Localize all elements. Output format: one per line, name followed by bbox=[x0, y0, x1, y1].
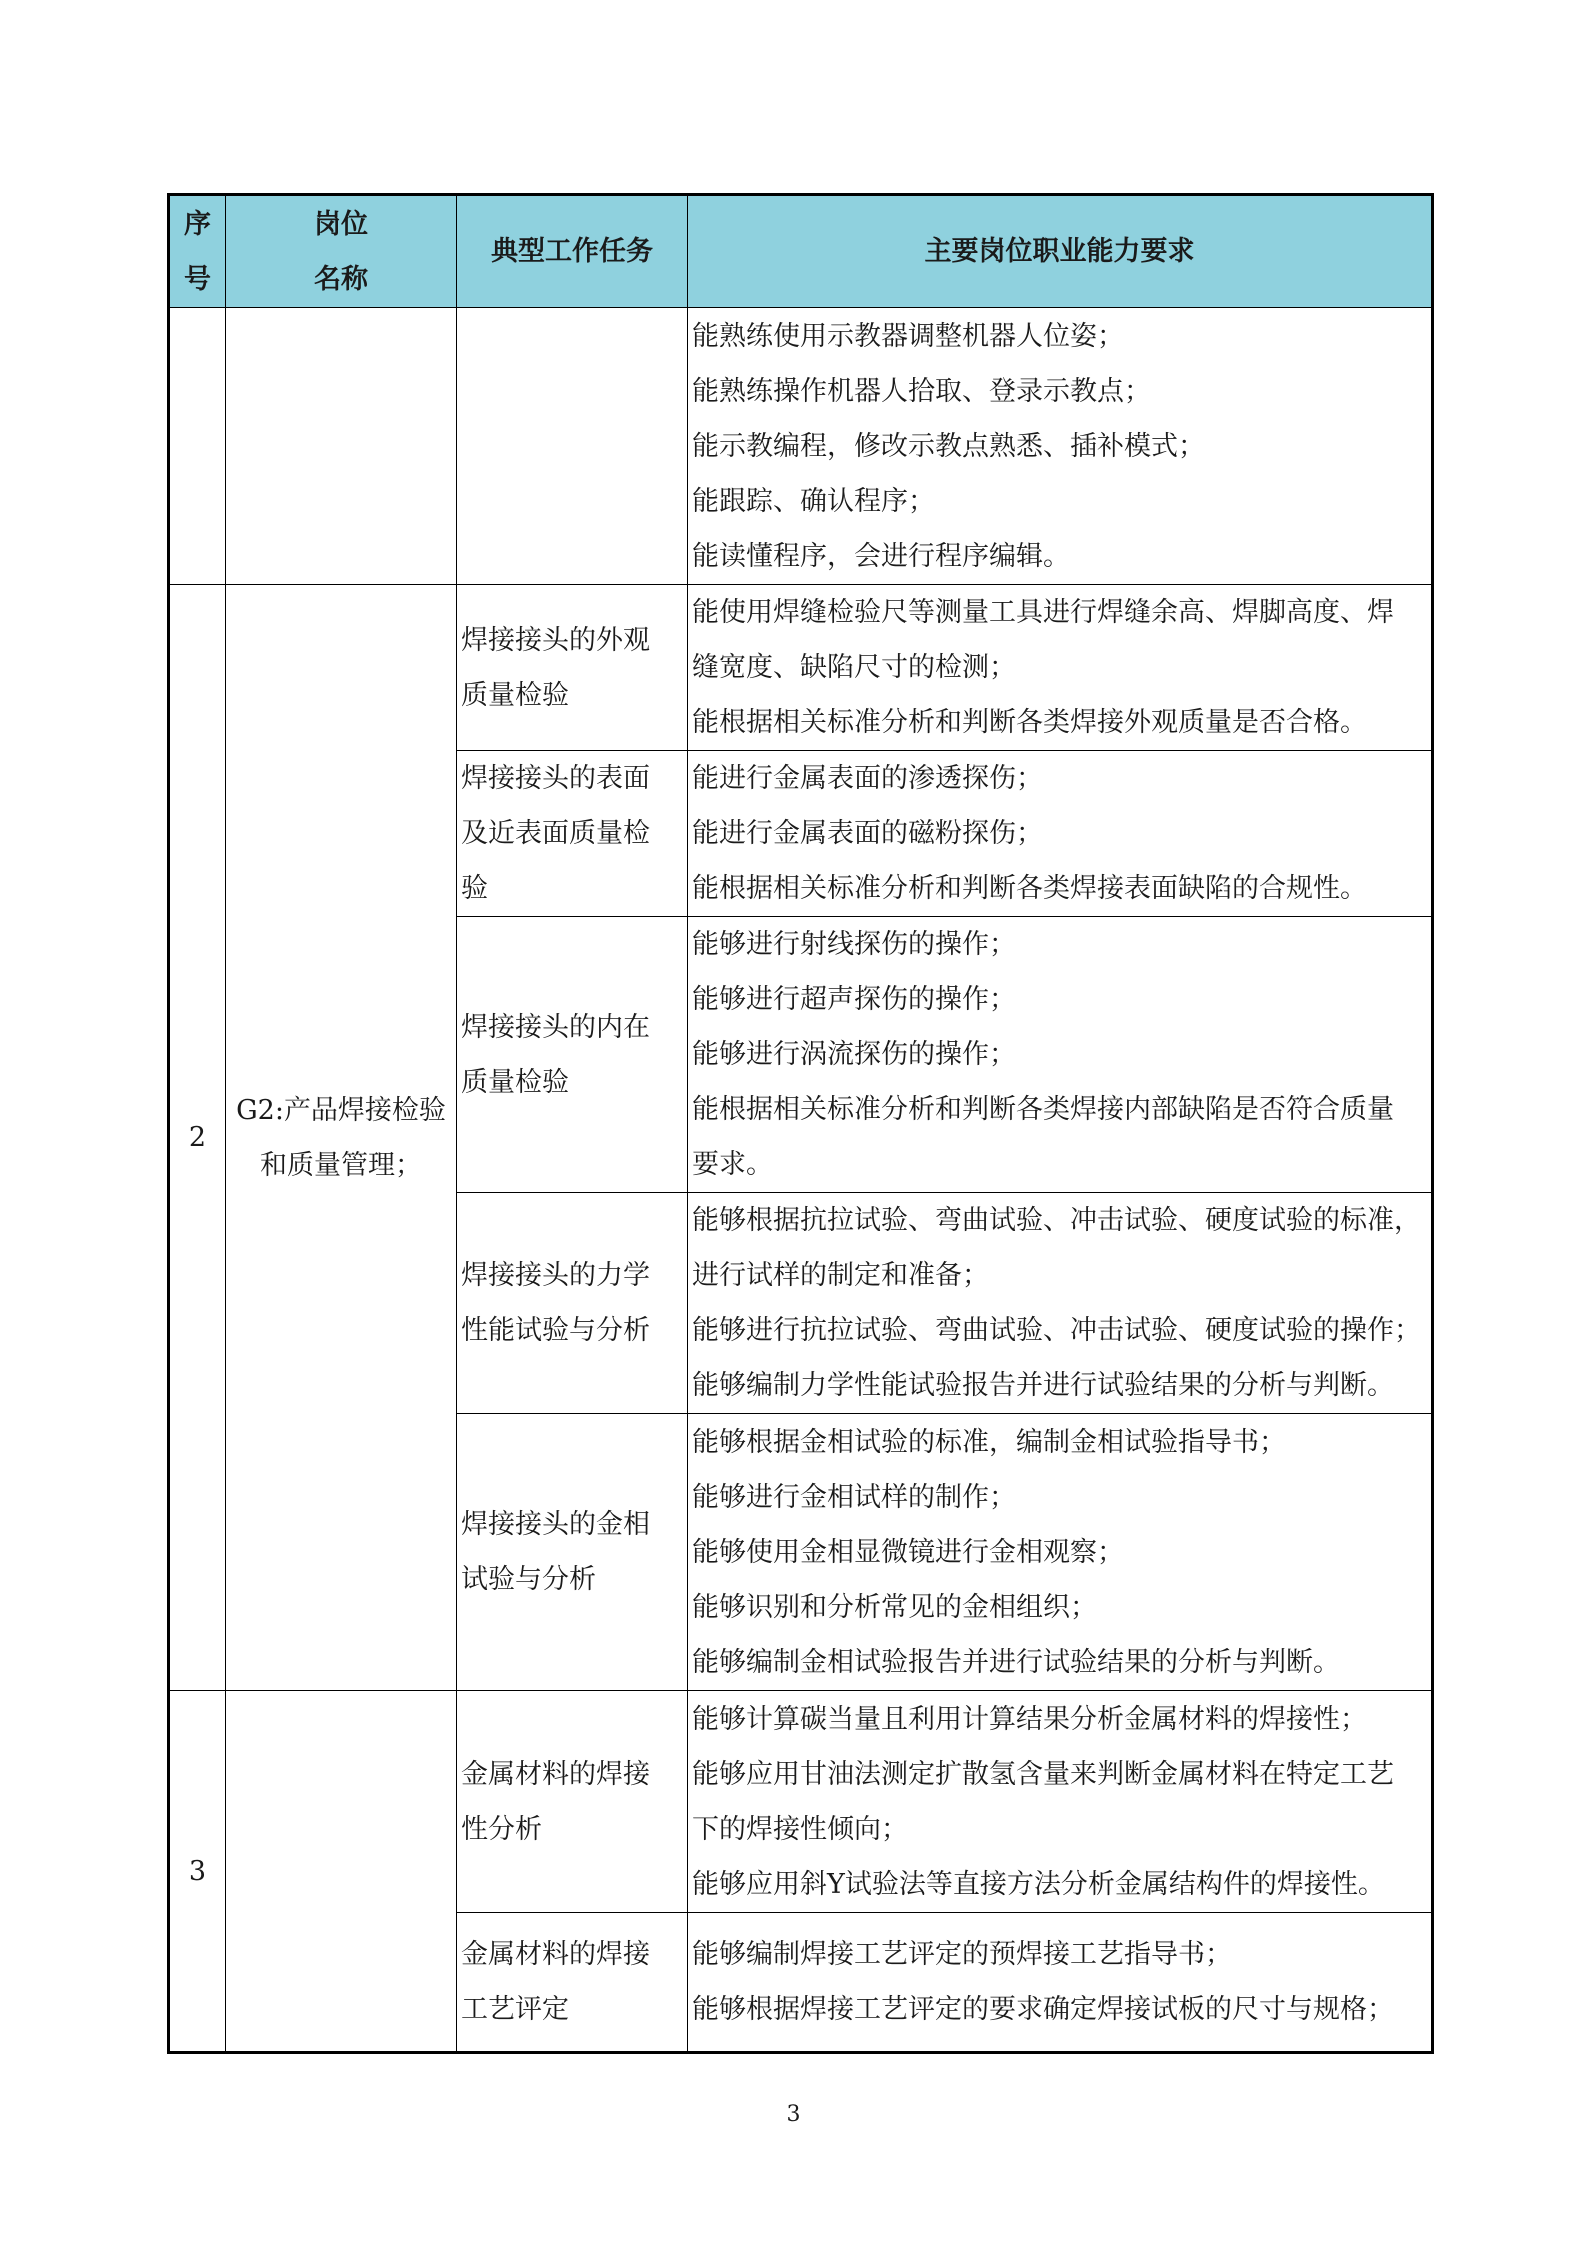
table-row bbox=[169, 308, 1433, 585]
task-cell: 焊接接头的金相 试验与分析 bbox=[457, 1414, 688, 1691]
post-cell: G2:产品焊接检验 和质量管理； bbox=[226, 585, 457, 1691]
task-cell bbox=[457, 308, 688, 585]
seq-cell bbox=[169, 308, 226, 585]
requirements-cell: 能进行金属表面的渗透探伤； 能进行金属表面的磁粉探伤； 能根据相关标准分析和判断各类焊接表面缺陷的合规性。 bbox=[688, 751, 1433, 917]
task-cell: 金属材料的焊接 工艺评定 bbox=[457, 1913, 688, 2053]
requirements-cell: 能够计算碳当量且利用计算结果分析金属材料的焊接性； 能够应用甘油法测定扩散氢含量来判断金属材料在特定工艺 下的焊接性倾向； 能够应用斜Y试验法等直接方法分析金属结构件的焊接性。 bbox=[688, 1691, 1433, 1913]
header-task: 典型工作任务 bbox=[457, 195, 688, 308]
requirements-cell: 能够根据金相试验的标准，编制金相试验指导书； 能够进行金相试样的制作； 能够使用金相显微镜进行金相观察； 能够识别和分析常见的金相组织； 能够编制金相试验报告并进行试验结果的分析与判断。 bbox=[688, 1414, 1433, 1691]
header-seq: 序 号 bbox=[169, 195, 226, 308]
seq-cell: 2 bbox=[169, 585, 226, 1691]
page-number: 3 bbox=[786, 2102, 801, 2127]
seq-cell: 3 bbox=[169, 1691, 226, 2053]
table-row bbox=[169, 1691, 1433, 1913]
post-cell bbox=[226, 308, 457, 585]
task-cell: 焊接接头的外观 质量检验 bbox=[457, 585, 688, 751]
requirements-cell: 能够进行射线探伤的操作； 能够进行超声探伤的操作； 能够进行涡流探伤的操作； 能根据相关标准分析和判断各类焊接内部缺陷是否符合质量 要求。 bbox=[688, 917, 1433, 1193]
requirements-cell: 能使用焊缝检验尺等测量工具进行焊缝余高、焊脚高度、焊 缝宽度、缺陷尺寸的检测； 能根据相关标准分析和判断各类焊接外观质量是否合格。 bbox=[688, 585, 1433, 751]
requirements-cell: 能够根据抗拉试验、弯曲试验、冲击试验、硬度试验的标准， 进行试样的制定和准备； 能够进行抗拉试验、弯曲试验、冲击试验、硬度试验的操作； 能够编制力学性能试验报告并进行试验结果的分析与判断。 bbox=[688, 1193, 1433, 1414]
header-row bbox=[169, 195, 1433, 308]
task-cell: 金属材料的焊接 性分析 bbox=[457, 1691, 688, 1913]
task-cell: 焊接接头的表面 及近表面质量检 验 bbox=[457, 751, 688, 917]
task-cell: 焊接接头的内在 质量检验 bbox=[457, 917, 688, 1193]
post-cell bbox=[226, 1691, 457, 2053]
header-req: 主要岗位职业能力要求 bbox=[688, 195, 1433, 308]
header-post: 岗位 名称 bbox=[226, 195, 457, 308]
task-cell: 焊接接头的力学 性能试验与分析 bbox=[457, 1193, 688, 1414]
requirements-cell: 能熟练使用示教器调整机器人位姿； 能熟练操作机器人拾取、登录示教点； 能示教编程，修改示教点熟悉、插补模式； 能跟踪、确认程序； 能读懂程序，会进行程序编辑。 bbox=[688, 308, 1433, 585]
requirements-cell: 能够编制焊接工艺评定的预焊接工艺指导书； 能够根据焊接工艺评定的要求确定焊接试板的尺寸与规格； bbox=[688, 1913, 1433, 2053]
table-row bbox=[169, 585, 1433, 751]
competency-table bbox=[167, 193, 1434, 2054]
